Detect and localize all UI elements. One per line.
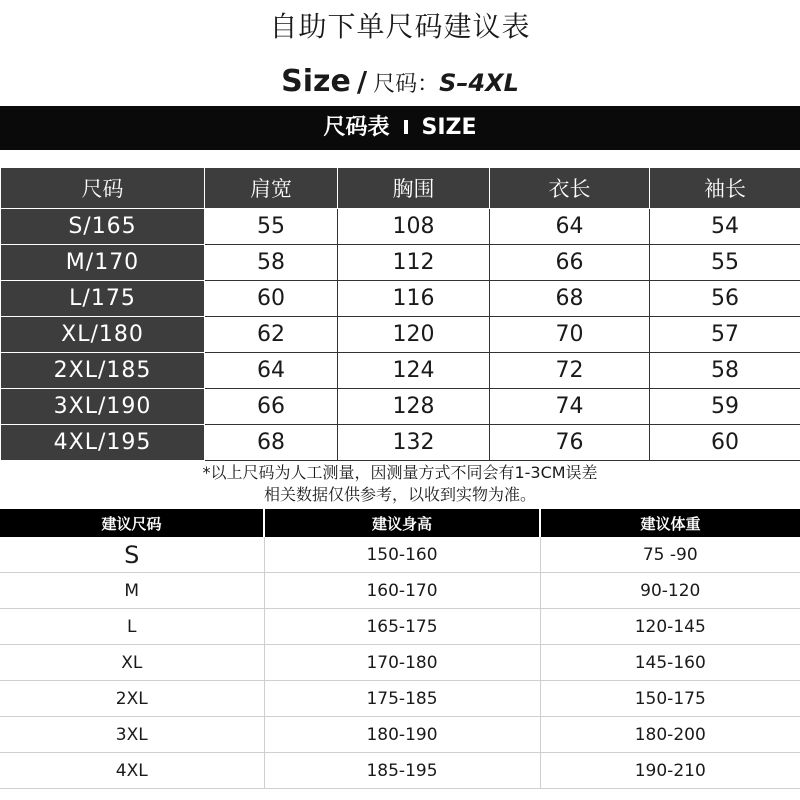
- height-range-cell: 170-180: [264, 645, 540, 681]
- slash: /: [356, 65, 368, 98]
- length-cell: 72: [490, 353, 650, 389]
- size-measurement-table: [0, 167, 800, 461]
- banner-label-cn: 尺码表: [323, 115, 390, 140]
- chest-cell: 116: [338, 281, 490, 317]
- shoulder-cell: 66: [205, 389, 338, 425]
- recommended-size-cell: 3XL: [0, 717, 264, 753]
- recommended-size-cell: XL: [0, 645, 264, 681]
- weight-range-cell: 75 -90: [540, 537, 800, 573]
- header-sleeve: 袖长: [650, 168, 800, 209]
- height-range-cell: 150-160: [264, 537, 540, 573]
- chest-cell: 112: [338, 245, 490, 281]
- shoulder-cell: 58: [205, 245, 338, 281]
- header-length: 衣长: [490, 168, 650, 209]
- weight-range-cell: 145-160: [540, 645, 800, 681]
- header-recommended-height: 建议身高: [264, 509, 540, 537]
- table-row: [0, 537, 800, 573]
- height-range-cell: 180-190: [264, 717, 540, 753]
- chest-cell: 128: [338, 389, 490, 425]
- shoulder-cell: 60: [205, 281, 338, 317]
- size-cell: M/170: [1, 245, 205, 281]
- chest-cell: 108: [338, 209, 490, 245]
- size-cell: S/165: [1, 209, 205, 245]
- sleeve-cell: 55: [650, 245, 800, 281]
- length-cell: 66: [490, 245, 650, 281]
- shoulder-cell: 62: [205, 317, 338, 353]
- table-row: [0, 753, 800, 789]
- recommend-header-row: [0, 509, 800, 537]
- size-label: 尺码：: [373, 72, 440, 97]
- size-word: Size: [281, 64, 351, 99]
- table-row: [0, 609, 800, 645]
- weight-range-cell: 190-210: [540, 753, 800, 789]
- size-cell: 2XL/185: [1, 353, 205, 389]
- length-cell: 64: [490, 209, 650, 245]
- shoulder-cell: 55: [205, 209, 338, 245]
- length-cell: 68: [490, 281, 650, 317]
- weight-range-cell: 150-175: [540, 681, 800, 717]
- size-cell: 4XL/195: [1, 425, 205, 461]
- table-row: [1, 317, 800, 353]
- recommended-size-cell: M: [0, 573, 264, 609]
- banner-label-en: SIZE: [421, 115, 477, 140]
- header-size: 尺码: [1, 168, 205, 209]
- banner-separator: [404, 120, 408, 134]
- height-range-cell: 185-195: [264, 753, 540, 789]
- weight-range-cell: 90-120: [540, 573, 800, 609]
- size-cell: XL/180: [1, 317, 205, 353]
- table-row: [1, 389, 800, 425]
- measurement-note: [0, 462, 800, 506]
- height-range-cell: 165-175: [264, 609, 540, 645]
- sleeve-cell: 54: [650, 209, 800, 245]
- table-row: [1, 209, 800, 245]
- shoulder-cell: 64: [205, 353, 338, 389]
- weight-range-cell: 180-200: [540, 717, 800, 753]
- sleeve-cell: 58: [650, 353, 800, 389]
- table-row: [1, 353, 800, 389]
- size-recommendation-table: [0, 509, 800, 789]
- chest-cell: 120: [338, 317, 490, 353]
- size-range: S–4XL: [439, 69, 519, 97]
- sleeve-cell: 56: [650, 281, 800, 317]
- sleeve-cell: 60: [650, 425, 800, 461]
- size-table-header-row: [1, 168, 800, 209]
- length-cell: 76: [490, 425, 650, 461]
- table-row: [0, 681, 800, 717]
- length-cell: 70: [490, 317, 650, 353]
- size-chart-banner: [0, 106, 800, 150]
- chest-cell: 132: [338, 425, 490, 461]
- note-line-1: *以上尺码为人工测量，因测量方式不同会有1-3CM误差: [202, 463, 598, 482]
- sleeve-cell: 57: [650, 317, 800, 353]
- header-chest: 胸围: [338, 168, 490, 209]
- header-shoulder: 肩宽: [205, 168, 338, 209]
- weight-range-cell: 120-145: [540, 609, 800, 645]
- recommended-size-cell: L: [0, 609, 264, 645]
- table-row: [0, 717, 800, 753]
- table-row: [1, 425, 800, 461]
- page-title: 自助下单尺码建议表: [269, 10, 531, 43]
- size-cell: L/175: [1, 281, 205, 317]
- table-row: [1, 245, 800, 281]
- recommended-size-cell: 2XL: [0, 681, 264, 717]
- table-row: [1, 281, 800, 317]
- sleeve-cell: 59: [650, 389, 800, 425]
- table-row: [0, 645, 800, 681]
- length-cell: 74: [490, 389, 650, 425]
- size-cell: 3XL/190: [1, 389, 205, 425]
- chest-cell: 124: [338, 353, 490, 389]
- height-range-cell: 160-170: [264, 573, 540, 609]
- size-range-subtitle: [0, 62, 800, 102]
- header-recommended-weight: 建议体重: [540, 509, 800, 537]
- recommended-size-cell: S: [0, 537, 264, 573]
- height-range-cell: 175-185: [264, 681, 540, 717]
- shoulder-cell: 68: [205, 425, 338, 461]
- header-recommended-size: 建议尺码: [0, 509, 264, 537]
- table-row: [0, 573, 800, 609]
- recommended-size-cell: 4XL: [0, 753, 264, 789]
- note-line-2: 相关数据仅供参考，以收到实物为准。: [263, 485, 536, 504]
